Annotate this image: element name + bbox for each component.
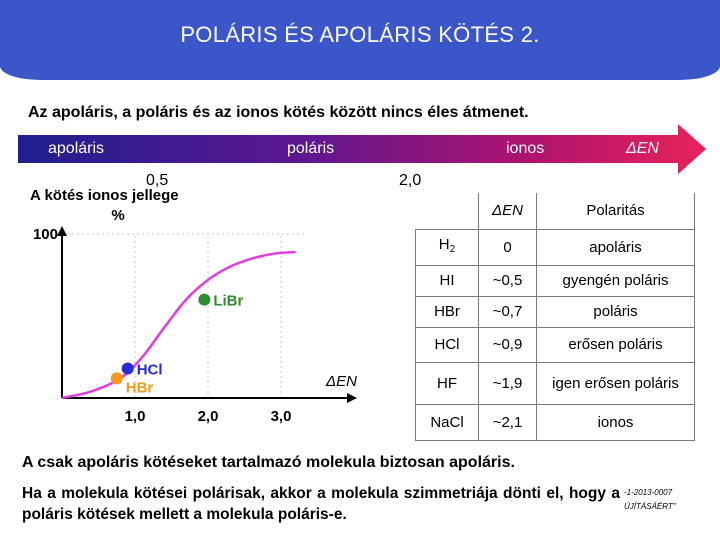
table-row	[416, 362, 695, 404]
slide-subtitle: Az apoláris, a poláris és az ionos kötés között nincs éles átmenet.	[28, 104, 529, 121]
footnote-line-2: ÚJÍTÁSÁÉRT"	[624, 502, 676, 511]
table-cell-delta-en: ~2,1	[479, 404, 537, 440]
y-axis-label-line1: A kötés ionos jellege	[30, 187, 179, 204]
table-cell-delta-en: ~1,9	[479, 362, 537, 404]
table-cell-polarity: apoláris	[537, 229, 695, 265]
x-axis-label: ΔEN	[326, 373, 357, 390]
molecule-formula: H	[438, 236, 450, 253]
molecule-formula: HI	[439, 272, 455, 289]
molecule-formula: NaCl	[430, 413, 464, 431]
scale-tick-2-0: 2,0	[399, 172, 422, 189]
explanation-paragraph: Ha a molekula kötései polárisak, akkor a molekula szimmetriája dönti el, hogy a poláris kötések mellett a molekula poláris-e.	[22, 485, 620, 523]
table-header-polarity: Polaritás	[537, 193, 695, 229]
scale-arrow-shape	[18, 124, 706, 174]
scale-label-polar: poláris	[287, 140, 335, 157]
scale-label-delta-en: ΔEN	[626, 140, 659, 157]
table-cell-delta-en: ~0,9	[479, 327, 537, 362]
table-row	[416, 404, 695, 440]
y-axis-label-line2: %	[111, 207, 125, 224]
polarity-table	[415, 193, 695, 441]
point-label-hcl: HCl	[136, 361, 163, 379]
chart-points	[111, 293, 244, 397]
point-label-hbr: HBr	[125, 379, 154, 397]
chart-grid	[62, 234, 305, 398]
point-label-libr: LiBr	[213, 292, 244, 310]
table-cell-molecule	[416, 404, 479, 440]
table-header-row	[416, 193, 695, 229]
point-libr	[198, 294, 210, 306]
table-cell-polarity: igen erősen poláris	[537, 362, 695, 404]
table-cell-polarity: poláris	[537, 296, 695, 327]
footnote-line-1: -1-2013-0007	[624, 488, 673, 497]
slide-title: POLÁRIS ÉS APOLÁRIS KÖTÉS 2.	[180, 22, 540, 47]
point-hcl	[122, 362, 134, 374]
point-hbr	[111, 372, 123, 384]
table-cell-polarity: erősen poláris	[537, 327, 695, 362]
table-row	[416, 296, 695, 327]
polarity-table-wrap	[415, 193, 695, 441]
molecule-formula: HF	[437, 374, 457, 392]
table-cell-molecule	[416, 362, 479, 404]
x-tick-3: 3,0	[270, 408, 292, 425]
table-header-empty	[416, 193, 479, 229]
scale-label-ionic: ionos	[506, 140, 545, 157]
molecule-subscript: 2	[449, 244, 456, 255]
title-banner	[0, 0, 720, 80]
table-header-delta-en: ΔEN	[479, 193, 537, 229]
y-tick-100: 100	[32, 226, 58, 243]
polarity-scale-arrow	[18, 124, 706, 174]
table-cell-polarity: gyengén poláris	[537, 265, 695, 296]
table-cell-polarity: ionos	[537, 404, 695, 440]
scale-tick-0-5: 0,5	[146, 172, 169, 189]
table-cell-molecule	[416, 229, 479, 265]
table-cell-delta-en: 0	[479, 229, 537, 265]
series-line-ionic-character	[62, 252, 296, 398]
table-row	[416, 327, 695, 362]
molecule-formula: HCl	[434, 336, 460, 353]
table-cell-delta-en: ~0,7	[479, 296, 537, 327]
molecule-formula: HBr	[434, 303, 460, 320]
table-cell-molecule	[416, 296, 479, 327]
table-cell-molecule	[416, 265, 479, 296]
table-row	[416, 229, 695, 265]
conclusion-text: A csak apoláris kötéseket tartalmazó molekula biztosan apoláris.	[22, 454, 515, 471]
scale-label-apolar: apoláris	[48, 140, 105, 157]
ionic-character-chart	[20, 180, 380, 430]
x-tick-2: 2,0	[197, 408, 219, 425]
table-cell-molecule	[416, 327, 479, 362]
table-cell-delta-en: ~0,5	[479, 265, 537, 296]
x-tick-1: 1,0	[124, 408, 146, 425]
table-row	[416, 265, 695, 296]
